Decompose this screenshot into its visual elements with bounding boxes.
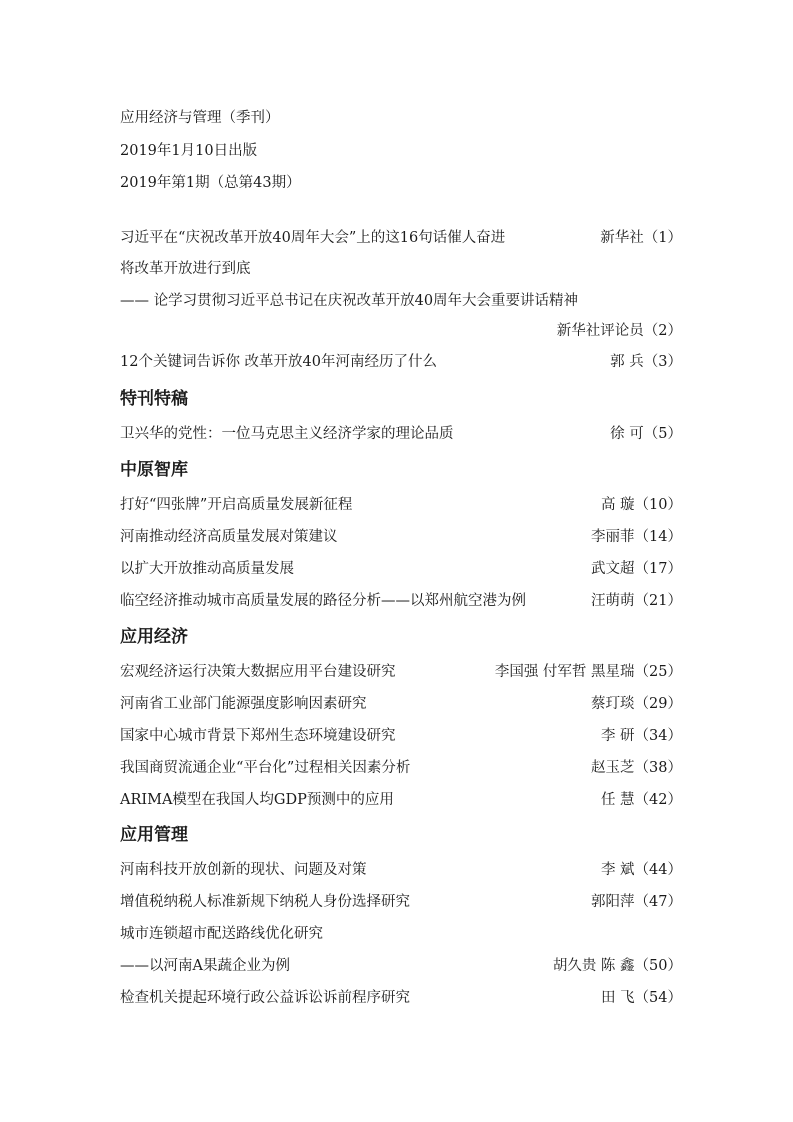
entry-source: 新华社评论员（2） bbox=[556, 323, 682, 339]
entry-title: 宏观经济运行决策大数据应用平台建设研究 bbox=[120, 664, 396, 680]
entry-subtitle: —— 论学习贯彻习近平总书记在庆祝改革开放40周年大会重要讲话精神 bbox=[120, 293, 579, 309]
toc-entry[interactable] bbox=[120, 351, 682, 373]
entry-title: 增值税纳税人标准新规下纳税人身份选择研究 bbox=[120, 894, 410, 910]
toc-entry[interactable] bbox=[120, 923, 682, 945]
section-heading-applied-management: 应用管理 bbox=[120, 825, 188, 845]
toc-entry[interactable] bbox=[120, 987, 682, 1009]
entry-source: 李丽菲（14） bbox=[591, 529, 682, 545]
entry-title: 12个关键词告诉你 改革开放40年河南经历了什么 bbox=[120, 354, 438, 370]
entry-title: 河南推动经济高质量发展对策建议 bbox=[120, 529, 338, 545]
toc-entry-subtitle bbox=[120, 290, 682, 312]
entry-title: 检查机关提起环境行政公益诉讼诉前程序研究 bbox=[120, 990, 410, 1006]
section-heading-think-tank: 中原智库 bbox=[120, 460, 188, 480]
entry-source: 田 飞（54） bbox=[600, 990, 682, 1006]
entry-source: 李 斌（44） bbox=[600, 862, 682, 878]
entry-source: 郭阳萍（47） bbox=[591, 894, 682, 910]
entry-source: 李国强 付军哲 黑星瑞（25） bbox=[494, 664, 682, 680]
entry-title: 河南科技开放创新的现状、问题及对策 bbox=[120, 862, 367, 878]
toc-entry[interactable] bbox=[120, 526, 682, 548]
entry-title: 国家中心城市背景下郑州生态环境建设研究 bbox=[120, 728, 396, 744]
toc-entry[interactable] bbox=[120, 661, 682, 683]
toc-entry[interactable] bbox=[120, 494, 682, 516]
entry-source: 赵玉芝（38） bbox=[591, 760, 682, 776]
entry-title: 我国商贸流通企业“平台化”过程相关因素分析 bbox=[120, 760, 411, 776]
toc-entry[interactable] bbox=[120, 423, 682, 445]
toc-entry[interactable] bbox=[120, 789, 682, 811]
entry-source: 蔡玎琰（29） bbox=[591, 696, 682, 712]
entry-source: 汪萌萌（21） bbox=[591, 593, 682, 609]
section-heading-applied-economics: 应用经济 bbox=[120, 627, 188, 647]
entry-source: 徐 可（5） bbox=[610, 426, 682, 442]
entry-title: 以扩大开放推动高质量发展 bbox=[120, 561, 294, 577]
toc-entry[interactable] bbox=[120, 891, 682, 913]
journal-title: 应用经济与管理（季刊） bbox=[120, 110, 280, 126]
entry-title: 卫兴华的党性：一位马克思主义经济学家的理论品质 bbox=[120, 426, 454, 442]
entry-source: 任 慧（42） bbox=[600, 792, 682, 808]
entry-source: 李 研（34） bbox=[600, 728, 682, 744]
entry-title: 将改革开放进行到底 bbox=[120, 261, 251, 277]
entry-title: 打好“四张牌”开启高质量发展新征程 bbox=[120, 497, 353, 513]
entry-title: 河南省工业部门能源强度影响因素研究 bbox=[120, 696, 367, 712]
section-heading-special: 特刊特稿 bbox=[120, 389, 188, 409]
toc-entry-subtitle[interactable] bbox=[120, 955, 682, 977]
entry-title: 城市连锁超市配送路线优化研究 bbox=[120, 926, 323, 942]
entry-title: 习近平在“庆祝改革开放40周年大会”上的这16句话催人奋进 bbox=[120, 230, 506, 246]
toc-entry[interactable] bbox=[120, 725, 682, 747]
toc-entry[interactable] bbox=[120, 693, 682, 715]
entry-source: 新华社（1） bbox=[600, 230, 682, 246]
issue-number: 2019年第1期（总第43期） bbox=[120, 175, 301, 191]
toc-entry[interactable] bbox=[120, 757, 682, 779]
toc-entry[interactable] bbox=[120, 258, 682, 280]
entry-source: 郭 兵（3） bbox=[610, 354, 682, 370]
entry-source: 胡久贵 陈 鑫（50） bbox=[552, 958, 682, 974]
toc-entry-source-line bbox=[120, 320, 682, 342]
publication-date: 2019年1月10日出版 bbox=[120, 143, 258, 159]
entry-subtitle: ——以河南A果蔬企业为例 bbox=[120, 958, 290, 974]
entry-source: 武文超（17） bbox=[591, 561, 682, 577]
toc-entry[interactable] bbox=[120, 558, 682, 580]
entry-source: 高 璇（10） bbox=[600, 497, 682, 513]
toc-entry[interactable] bbox=[120, 590, 682, 612]
toc-entry[interactable] bbox=[120, 227, 682, 249]
entry-title: 临空经济推动城市高质量发展的路径分析——以郑州航空港为例 bbox=[120, 593, 526, 609]
toc-entry[interactable] bbox=[120, 859, 682, 881]
entry-title: ARIMA模型在我国人均GDP预测中的应用 bbox=[120, 792, 394, 808]
